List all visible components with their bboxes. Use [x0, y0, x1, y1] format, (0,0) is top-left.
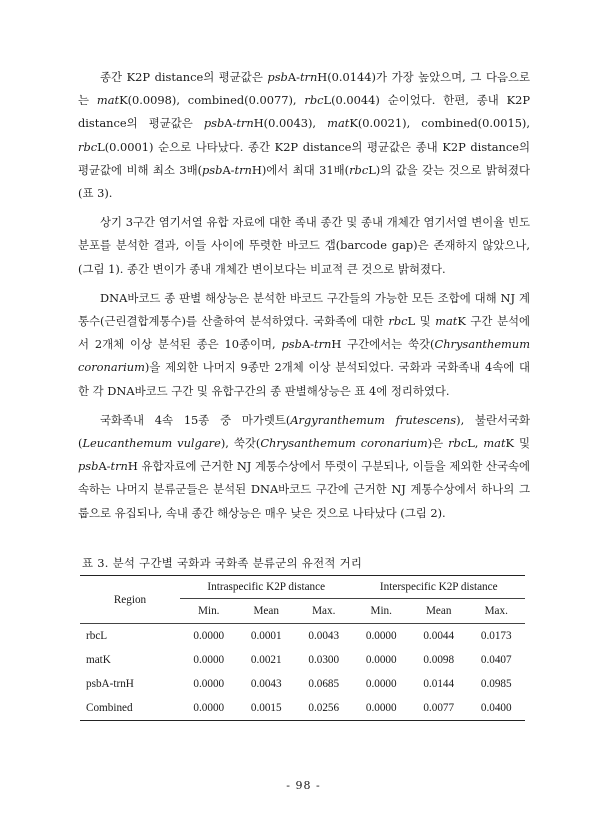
- table-caption: 표 3. 분석 구간별 국화과 국화족 분류군의 유전적 거리: [82, 556, 363, 570]
- intraspecific-header: Intraspecific K2P distance: [180, 576, 352, 599]
- table-row: [80, 624, 525, 649]
- value-cell: 0.0001: [250, 630, 282, 642]
- table-row: [80, 648, 525, 672]
- region-cell: rbcL: [86, 630, 108, 642]
- italic-term: trn: [113, 678, 126, 690]
- value-cell: 0.0000: [365, 678, 397, 690]
- value-cell: 0.0144: [423, 678, 455, 690]
- sub-header: Min.: [180, 599, 237, 624]
- italic-term: psb: [86, 678, 102, 690]
- value-cell: 0.0043: [250, 678, 282, 690]
- value-cell: 0.0000: [352, 696, 409, 721]
- italic-term: trn: [234, 162, 252, 177]
- value-cell: 0.0000: [193, 630, 225, 642]
- italic-term: rbc: [304, 93, 324, 108]
- italic-term: Argyranthemum frutescens: [290, 412, 457, 427]
- value-cell: 0.0098: [423, 654, 455, 666]
- italic-term: psb: [78, 459, 99, 474]
- italic-term: mat: [327, 116, 350, 131]
- value-cell: 0.0985: [480, 678, 512, 690]
- italic-term: mat: [96, 93, 120, 108]
- value-cell: 0.0000: [365, 630, 397, 642]
- sub-header: Mean: [237, 599, 294, 624]
- italic-term: trn: [236, 116, 254, 131]
- region-header: Region: [80, 576, 180, 624]
- interspecific-header: Interspecific K2P distance: [352, 576, 525, 599]
- italic-term: rbc: [78, 139, 98, 154]
- value-cell: 0.0300: [308, 654, 340, 666]
- paragraph-2: 상기 3구간 염기서열 유합 자료에 대한 족내 종간 및 종내 개체간 염기서열 변이율 빈도 분포를 분석한 결과, 이들 사이에 뚜렷한 바코드 갭(barcode gap)은 존재하지 않았으나, (그림 1). 종간 변이가 종내 개체간 변이보다는 비교적 큰 것으로 밝혀졌다.: [78, 215, 530, 276]
- italic-term: Chrysanthemum coronarium: [78, 337, 530, 375]
- italic-term: psb: [203, 116, 225, 131]
- value-cell: 0.0256: [295, 696, 353, 721]
- value-cell: 0.0077: [410, 696, 467, 721]
- italic-term: rbc: [388, 314, 408, 329]
- value-cell: 0.0015: [237, 696, 294, 721]
- value-cell: 0.0000: [180, 696, 237, 721]
- italic-term: psb: [267, 70, 288, 84]
- italic-term: psb: [202, 162, 223, 177]
- value-cell: 0.0685: [308, 678, 340, 690]
- italic-term: mat: [86, 654, 103, 666]
- italic-term: rbc: [448, 436, 468, 451]
- italic-term: trn: [110, 459, 128, 474]
- italic-term: trn: [299, 70, 318, 84]
- page-number: - 98 -: [286, 779, 321, 792]
- value-cell: 0.0400: [467, 696, 525, 721]
- table-row: [80, 696, 525, 721]
- value-cell: 0.0000: [365, 654, 397, 666]
- value-cell: 0.0021: [250, 654, 282, 666]
- region-cell: psbA-trnH: [86, 678, 134, 690]
- region-cell: Combined: [80, 696, 180, 721]
- value-cell: 0.0173: [480, 630, 512, 642]
- value-cell: 0.0043: [308, 630, 340, 642]
- italic-term: rbc: [349, 162, 369, 177]
- paragraph-1: 종간 K2P distance의 평균값은 psbA-trnH(0.0144)가 가장 높았으며, 그 다음으로는 matK(0.0098), combined(0.0077), rbcL(0.0044) 순이었다. 한편, 종내 K2P distance의 평균값은 psbA-trnH(0.0043), matK(0.0021), combined(0.0015), rbcL(0.0001) 순으로 나타났다. 종간 K2P distance의 평균값은 종내 K2P distance의 평균값에 비해 최소 3배(psbA-trnH)에서 최대 31배(rbcL)의 값을 갖는 것으로 밝혀졌다 (표 3).: [78, 70, 531, 201]
- region-cell: matK: [86, 654, 111, 666]
- italic-term: trn: [314, 337, 332, 352]
- italic-term: Leucanthemum vulgare: [82, 436, 221, 451]
- sub-header: Max.: [295, 599, 353, 624]
- sub-header: Min.: [352, 599, 409, 624]
- table-row: [80, 672, 525, 696]
- italic-term: rbc: [86, 630, 101, 642]
- value-cell: 0.0000: [193, 678, 225, 690]
- sub-header: Mean: [410, 599, 467, 624]
- italic-term: mat: [435, 314, 458, 329]
- value-cell: 0.0000: [193, 654, 225, 666]
- value-cell: 0.0044: [423, 630, 455, 642]
- sub-header: Max.: [467, 599, 525, 624]
- italic-term: mat: [483, 436, 506, 451]
- paragraph-3: DNA바코드 종 판별 해상능은 분석한 바코드 구간들의 가능한 모든 조합에 대해 NJ 계통수(근린결합계통수)를 산출하여 분석하였다. 국화족에 대한 rbcL 및 matK 구간 분석에서 2개체 이상 분석된 종은 10종이며, psbA-trnH 구간에서는 쑥갓(Chrysanthemum coronarium)을 제외한 나머지 9종만 2개체 이상 분석되었다. 국화과 국화족내 4속에 대한 각 DNA바코드 구간 및 유합구간의 종 판별해상능은 표 4에 정리하였다.: [78, 290, 530, 398]
- paragraph-4: 국화족내 4속 15종 중 마가렛트(Argyranthemum frutescens), 불란서국화(Leucanthemum vulgare), 쑥갓(Chrysanthemum coronarium)은 rbcL, matK 및 psbA-trnH 유합자료에 근거한 NJ 계통수상에서 뚜렷이 구분되나, 이들을 제외한 산국속에 속하는 나머지 분류군들은 분석된 DNA바코드 구간에 근거한 NJ 계통수상에서 하나의 그룹으로 유집되나, 속내 종간 해상능은 매우 낮은 것으로 나타났다 (그림 2).: [78, 412, 531, 520]
- italic-term: Chrysanthemum coronarium: [260, 436, 428, 451]
- body-text: [78, 66, 530, 531]
- value-cell: 0.0407: [480, 654, 512, 666]
- italic-term: psb: [281, 337, 302, 352]
- genetic-distance-table: [80, 575, 525, 721]
